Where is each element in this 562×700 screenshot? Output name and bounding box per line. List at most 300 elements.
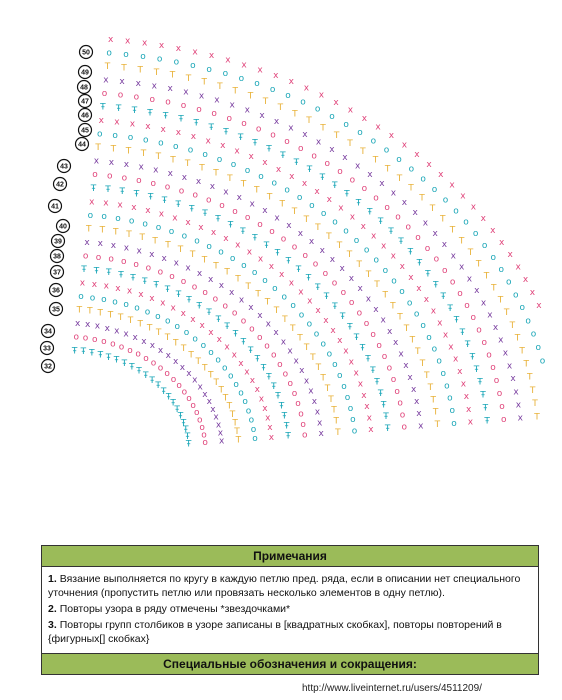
stitch-symbol: x <box>414 397 420 407</box>
stitch-symbol: T <box>277 103 284 114</box>
stitch-symbol: Ŧ <box>355 198 362 209</box>
svg-text:46: 46 <box>81 112 89 120</box>
stitch-symbol: x <box>202 389 208 400</box>
stitch-symbol: o <box>370 329 376 340</box>
stitch-symbol: Ŧ <box>344 189 350 200</box>
stitch-symbol: o <box>117 90 124 101</box>
stitch-symbol: x <box>208 51 215 62</box>
stitch-symbol: x <box>474 286 480 297</box>
stitch-symbol: T <box>254 185 260 196</box>
stitch-symbol: o <box>181 231 188 242</box>
stitch-symbol: T <box>434 420 441 431</box>
stitch-symbol: x <box>492 323 499 333</box>
stitch-symbol: x <box>103 75 109 86</box>
stitch-symbol: x <box>267 423 273 434</box>
stitch-symbol: T <box>523 359 529 370</box>
stitch-symbol: o <box>240 316 247 327</box>
stitch-symbol: x <box>466 404 472 415</box>
stitch-symbol: x <box>210 404 216 415</box>
stitch-symbol: T <box>217 82 223 92</box>
stitch-symbol: o <box>451 418 457 429</box>
stitch-symbol: o <box>230 160 237 171</box>
stitch-symbol: x <box>175 128 182 139</box>
stitch-symbol: o <box>356 308 363 319</box>
stitch-symbol: x <box>401 140 408 151</box>
stitch-symbol: x <box>536 300 542 311</box>
stitch-symbol: x <box>136 246 142 257</box>
stitch-symbol: x <box>129 119 136 130</box>
note-item-3: 3. Повторы групп столбиков в узоре записаны в [квадратных скобках], повторы повторений в {фигурных[] скобках} <box>48 619 502 645</box>
stitch-symbol: Ŧ <box>183 425 189 436</box>
stitch-symbol: x <box>449 180 455 191</box>
stitch-symbol: Ŧ <box>347 322 353 333</box>
stitch-symbol: o <box>112 131 118 142</box>
stitch-symbol: o <box>136 176 142 186</box>
stitch-symbol: o <box>181 387 188 398</box>
stitch-symbol: o <box>272 283 278 294</box>
stitch-symbol: o <box>298 144 304 154</box>
stitch-symbol: Ŧ <box>90 183 97 194</box>
stitch-symbol: T <box>86 224 92 235</box>
stitch-symbol: x <box>308 237 315 248</box>
stitch-symbol: o <box>406 298 413 309</box>
row-number <box>49 200 62 213</box>
stitch-symbol: Ŧ <box>271 382 277 393</box>
stitch-symbol: x <box>393 338 399 349</box>
stitch-symbol: x <box>273 116 280 127</box>
stitch-symbol: T <box>527 372 533 383</box>
stitch-symbol: x <box>388 131 395 142</box>
stitch-symbol: o <box>298 409 304 420</box>
stitch-symbol: x <box>190 132 197 143</box>
stitch-symbol: x <box>91 279 98 290</box>
stitch-symbol: x <box>366 413 372 424</box>
stitch-symbol: T <box>529 385 536 396</box>
stitch-symbol: T <box>430 395 436 406</box>
stitch-symbol: o <box>73 332 80 343</box>
stitch-symbol: x <box>414 149 420 160</box>
stitch-symbol: Ŧ <box>293 157 300 168</box>
stitch-symbol: T <box>315 363 322 374</box>
svg-text:50: 50 <box>82 49 90 57</box>
stitch-symbol: T <box>282 314 288 325</box>
stitch-symbol: o <box>211 109 217 120</box>
stitch-symbol: o <box>298 310 305 321</box>
stitch-symbol: o <box>202 438 208 448</box>
stitch-symbol: x <box>288 278 295 289</box>
stitch-symbol: x <box>158 209 165 220</box>
stitch-symbol: x <box>79 278 86 289</box>
stitch-symbol: x <box>244 367 250 378</box>
stitch-symbol: o <box>226 113 233 124</box>
stitch-symbol: o <box>252 434 258 445</box>
stitch-symbol: x <box>186 369 192 380</box>
stitch-symbol: T <box>328 394 334 405</box>
stitch-symbol: x <box>262 403 268 414</box>
stitch-symbol: o <box>145 263 152 274</box>
stitch-symbol: Ŧ <box>142 276 148 287</box>
stitch-symbol: o <box>337 370 343 381</box>
stitch-symbol: o <box>123 300 129 311</box>
stitch-symbol: Ŧ <box>113 355 120 366</box>
stitch-symbol: x <box>470 202 477 213</box>
stitch-symbol: x <box>467 417 474 428</box>
stitch-symbol: o <box>202 288 208 299</box>
stitch-symbol: Ŧ <box>130 273 136 284</box>
stitch-symbol: x <box>262 206 268 217</box>
stitch-symbol: x <box>463 392 470 403</box>
stitch-symbol: Ŧ <box>459 327 466 338</box>
stitch-symbol: o <box>222 69 229 80</box>
stitch-symbol: x <box>94 321 101 332</box>
stitch-symbol: Ŧ <box>332 181 338 191</box>
stitch-symbol: Ŧ <box>305 273 312 284</box>
stitch-symbol: o <box>212 294 219 305</box>
stitch-symbol: T <box>419 358 426 369</box>
stitch-symbol: o <box>156 54 163 65</box>
stitch-symbol: T <box>419 193 425 204</box>
stitch-symbol: x <box>407 373 413 383</box>
stitch-symbol: o <box>118 342 125 353</box>
stitch-symbol: Ŧ <box>186 295 192 306</box>
stitch-symbol: x <box>390 188 397 199</box>
stitch-symbol: x <box>319 245 325 256</box>
stitch-symbol: o <box>351 426 358 437</box>
stitch-symbol: o <box>82 251 89 262</box>
stitch-symbol: Ŧ <box>285 256 292 267</box>
stitch-symbol: o <box>343 119 349 130</box>
row-number <box>50 303 63 316</box>
stitch-symbol: T <box>234 426 240 437</box>
stitch-symbol: o <box>424 243 431 254</box>
stitch-symbol: o <box>150 178 157 189</box>
row-number <box>52 235 65 248</box>
stitch-symbol: x <box>151 81 157 92</box>
stitch-symbol: Ŧ <box>208 122 214 133</box>
stitch-symbol: T <box>229 410 236 420</box>
stitch-symbol: o <box>218 247 224 258</box>
notes-table <box>41 545 539 675</box>
stitch-symbol: Ŧ <box>184 432 191 443</box>
stitch-symbol: x <box>167 84 173 95</box>
stitch-symbol: o <box>233 379 239 390</box>
stitch-symbol: x <box>298 287 304 298</box>
stitch-symbol: o <box>311 151 317 162</box>
stitch-symbol: T <box>208 370 214 381</box>
stitch-symbol: x <box>507 250 513 260</box>
stitch-symbol: T <box>429 204 436 214</box>
stitch-symbol: o <box>309 200 315 211</box>
stitch-symbol: o <box>499 401 505 412</box>
stitch-symbol: x <box>426 159 432 170</box>
stitch-symbol: x <box>337 336 343 347</box>
stitch-symbol: x <box>412 208 418 219</box>
stitch-symbol: x <box>115 283 121 294</box>
stitch-symbol: o <box>391 276 397 287</box>
stitch-symbol: Ŧ <box>227 220 234 231</box>
stitch-symbol: o <box>183 328 190 338</box>
stitch-symbol: Ŧ <box>147 108 153 119</box>
stitch-symbol: T <box>503 308 510 319</box>
stitch-symbol: x <box>380 315 386 326</box>
stitch-symbol: o <box>535 342 542 353</box>
stitch-symbol: o <box>539 356 546 367</box>
stitch-symbol: x <box>192 375 198 386</box>
stitch-symbol: o <box>82 333 89 344</box>
stitch-symbol: o <box>255 124 262 135</box>
stitch-symbol: o <box>192 190 199 201</box>
stitch-symbol: o <box>472 229 479 240</box>
stitch-symbol: x <box>103 198 109 209</box>
stitch-symbol: Ŧ <box>118 270 124 281</box>
stitch-symbol: Ŧ <box>105 185 111 196</box>
stitch-symbol: x <box>441 240 448 251</box>
stitch-symbol: Ŧ <box>295 264 302 275</box>
stitch-symbol: T <box>185 74 192 84</box>
stitch-symbol: x <box>249 199 255 210</box>
stitch-symbol: x <box>287 346 293 357</box>
stitch-symbol: x <box>131 203 137 213</box>
stitch-symbol: o <box>241 119 247 130</box>
stitch-symbol: T <box>475 259 482 270</box>
stitch-symbol: x <box>460 191 466 202</box>
stitch-symbol: o <box>269 84 276 95</box>
stitch-symbol: x <box>198 222 204 233</box>
stitch-symbol: T <box>335 427 341 438</box>
stitch-symbol: x <box>317 418 323 429</box>
stitch-symbol: Ŧ <box>175 199 181 210</box>
stitch-symbol: x <box>215 420 222 431</box>
stitch-symbol: x <box>329 254 336 265</box>
stitch-symbol: Ŧ <box>274 248 281 259</box>
stitch-symbol: T <box>403 323 410 334</box>
stitch-symbol: T <box>164 333 171 344</box>
stitch-symbol: T <box>326 231 332 242</box>
stitch-symbol: T <box>153 67 160 78</box>
stitch-symbol: o <box>270 130 276 141</box>
stitch-symbol: o <box>257 332 263 343</box>
stitch-symbol: Ŧ <box>254 354 261 365</box>
stitch-symbol: x <box>158 40 165 51</box>
stitch-symbol: o <box>101 295 107 305</box>
stitch-symbol: x <box>126 286 133 297</box>
stitch-symbol: x <box>273 328 279 339</box>
stitch-symbol: T <box>514 333 521 344</box>
stitch-symbol: Ŧ <box>129 362 135 373</box>
stitch-symbol: o <box>178 186 185 197</box>
stitch-symbol: o <box>89 293 96 304</box>
row-number <box>76 138 89 151</box>
stitch-symbol: T <box>519 346 525 357</box>
stitch-symbol: Ŧ <box>388 226 394 237</box>
row-number <box>51 250 64 263</box>
stitch-symbol: x <box>190 314 196 325</box>
stitch-symbol: o <box>337 167 343 177</box>
stitch-symbol: o <box>157 363 164 374</box>
row-number <box>42 325 55 338</box>
stitch-symbol: T <box>374 280 380 291</box>
stitch-symbol: o <box>498 265 505 276</box>
svg-text:40: 40 <box>59 223 67 231</box>
stitch-symbol: Ŧ <box>121 358 128 369</box>
stitch-symbol: T <box>169 70 176 81</box>
stitch-symbol: o <box>128 216 135 227</box>
stitch-symbol: T <box>365 269 372 280</box>
stitch-symbol: o <box>216 154 223 165</box>
stitch-symbol: o <box>165 316 171 327</box>
stitch-symbol: T <box>226 401 233 412</box>
svg-text:32: 32 <box>44 363 52 371</box>
row-number <box>51 266 64 279</box>
stitch-symbol: x <box>258 394 265 405</box>
stitch-symbol: x <box>490 225 496 236</box>
stitch-symbol: T <box>140 149 147 159</box>
stitch-symbol: x <box>180 308 186 319</box>
stitch-symbol: x <box>466 274 473 285</box>
stitch-symbol: T <box>245 281 251 292</box>
stitch-symbol: x <box>515 262 521 273</box>
stitch-symbol: o <box>493 376 500 386</box>
stitch-symbol: x <box>185 263 191 274</box>
stitch-symbol: x <box>422 218 429 229</box>
stitch-symbol: Ŧ <box>440 292 446 303</box>
stitch-symbol: x <box>398 349 404 360</box>
stitch-symbol: o <box>133 92 140 103</box>
stitch-symbol: x <box>238 358 244 369</box>
stitch-symbol: T <box>218 385 224 396</box>
stitch-symbol: o <box>463 217 469 228</box>
stitch-symbol: o <box>296 193 303 204</box>
stitch-symbol: o <box>397 398 403 409</box>
stitch-symbol: x <box>199 321 205 332</box>
stitch-symbol: x <box>342 152 348 163</box>
stitch-symbol: o <box>481 240 488 251</box>
stitch-symbol: x <box>480 298 487 309</box>
stitch-symbol: x <box>172 213 178 224</box>
stitch-symbol: o <box>420 174 426 185</box>
stitch-symbol: x <box>302 130 308 141</box>
stitch-symbol: x <box>318 90 325 101</box>
stitch-symbol: x <box>248 152 254 163</box>
stitch-symbol: T <box>424 371 430 381</box>
stitch-symbol: x <box>205 136 211 147</box>
stitch-symbol: o <box>470 313 477 324</box>
stitch-symbol: o <box>373 193 379 204</box>
stitch-symbol: o <box>453 206 459 217</box>
stitch-symbol: x <box>195 177 202 188</box>
stitch-symbol: x <box>206 397 212 408</box>
stitch-symbol: T <box>427 383 434 394</box>
stitch-symbol: x <box>459 262 465 273</box>
stitch-symbol: x <box>279 270 285 281</box>
stitch-symbol: Ŧ <box>275 391 281 402</box>
stitch-symbol: T <box>347 138 353 149</box>
stitch-symbol: o <box>383 145 390 156</box>
stitch-symbol: o <box>329 112 335 122</box>
stitch-symbol: Ŧ <box>237 132 244 143</box>
stitch-symbol: Ŧ <box>359 343 366 354</box>
stitch-symbol: o <box>112 297 118 308</box>
stitch-symbol: o <box>302 430 308 441</box>
stitch-symbol: x <box>299 366 305 377</box>
stitch-symbol: Ŧ <box>323 292 330 303</box>
stitch-symbol: o <box>405 222 412 233</box>
stitch-symbol: o <box>191 282 198 293</box>
stitch-symbol: x <box>218 281 225 292</box>
stitch-symbol: o <box>280 234 287 245</box>
stitch-symbol: o <box>241 261 247 271</box>
stitch-symbol: Ŧ <box>175 290 182 301</box>
stitch-symbol: x <box>138 162 144 173</box>
stitch-symbol: T <box>125 146 132 157</box>
stitch-symbol: x <box>333 97 339 108</box>
stitch-symbol: x <box>315 306 321 316</box>
stitch-symbol: o <box>228 371 234 382</box>
stitch-symbol: o <box>150 358 157 369</box>
stitch-symbol: x <box>399 262 405 272</box>
stitch-symbol: Ŧ <box>105 352 112 363</box>
svg-text:43: 43 <box>60 163 68 171</box>
stitch-symbol: x <box>170 303 176 314</box>
stitch-symbol: x <box>348 273 355 284</box>
stitch-symbol: o <box>143 354 149 364</box>
stitch-symbol: T <box>356 259 362 270</box>
stitch-symbol: Ŧ <box>425 269 431 280</box>
stitch-symbol: Ŧ <box>477 377 483 388</box>
stitch-symbol: Ŧ <box>374 377 380 388</box>
stitch-symbol: o <box>481 337 488 348</box>
stitch-symbol: T <box>235 435 242 446</box>
stitch-symbol: x <box>114 117 120 128</box>
stitch-symbol: o <box>140 52 146 62</box>
stitch-symbol: o <box>168 226 175 237</box>
stitch-symbol: x <box>390 251 396 262</box>
stitch-symbol: x <box>517 413 523 424</box>
stitch-symbol: T <box>360 147 366 158</box>
stitch-symbol: Ŧ <box>193 118 199 129</box>
stitch-symbol: Ŧ <box>252 138 258 149</box>
stitch-symbol: x <box>209 182 216 192</box>
stitch-symbol: o <box>343 226 349 237</box>
stitch-symbol: x <box>229 288 235 298</box>
stitch-symbol: x <box>244 105 250 116</box>
stitch-symbol: x <box>365 294 372 305</box>
stitch-symbol: o <box>231 308 238 319</box>
stitch-symbol: T <box>139 232 145 243</box>
stitch-symbol: o <box>281 292 288 303</box>
stitch-symbol: Ŧ <box>160 386 167 397</box>
stitch-symbol: Ŧ <box>319 172 326 183</box>
stitch-symbol: Ŧ <box>133 189 140 200</box>
stitch-symbol: T <box>262 97 269 108</box>
stitch-symbol: o <box>324 158 331 169</box>
stitch-symbol: x <box>160 124 166 135</box>
stitch-symbol: o <box>196 104 202 115</box>
stitch-symbol: x <box>265 413 271 424</box>
stitch-symbol: o <box>530 329 537 340</box>
stitch-symbol: o <box>257 219 263 230</box>
stitch-symbol: Ŧ <box>484 416 490 427</box>
stitch-symbol: Ŧ <box>149 376 155 386</box>
stitch-symbol: x <box>214 95 220 106</box>
stitch-symbol: x <box>387 326 393 337</box>
stitch-symbol: Ŧ <box>315 282 321 293</box>
stitch-symbol: o <box>285 91 291 101</box>
stitch-symbol: Ŧ <box>482 403 489 414</box>
stitch-symbol: o <box>440 368 447 379</box>
stitch-symbol: x <box>181 172 188 183</box>
stitch-symbol: x <box>303 83 310 94</box>
